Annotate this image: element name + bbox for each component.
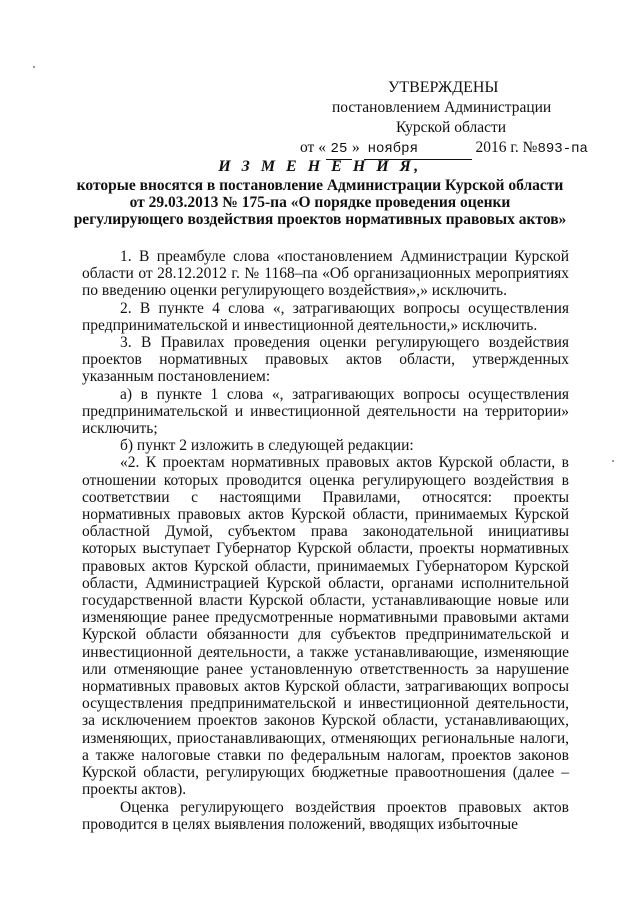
approval-by-line: постановлением Администрации (332, 99, 552, 116)
approval-heading: УТВЕРЖДЕНЫ (388, 79, 499, 96)
date-year: 2016 г. № (475, 139, 538, 156)
date-quote-close: » (351, 139, 360, 156)
title-line-1: которые вносятся в постановление Администрации Курской области (76, 177, 564, 194)
title-heading: И З М Е Н Е Н И Я, (218, 158, 422, 175)
document-title (60, 157, 580, 228)
title-line-2: от 29.03.2013 № 175-па «О порядке проведения оценки (129, 194, 511, 211)
paragraph-assessment: Оценка регулирующего воздействия проектов правовых актов проводится в целях выявления положений, вводящих избыточные (82, 798, 569, 833)
paragraph-new-clause-2: «2. К проектам нормативных правовых актов Курской области, в отношении которых проводится оценка регулирующего воздействия в соответствии с настоящими Правилами, относятся: проекты нормативных правовых актов Курской области, принимаемых Курской областной Думой, субъектом права законодательной инициативы которых выступает Губернатор Курской области, проекты нормативных правовых актов Курской области, принимаемых Губернатором Курской области, Администрацией Курской области, органами исполнительной государственной власти Курской области, устанавливающие новые или изменяющие ранее предусмотренные нормативными правовыми актами Курской области обязанности для субъектов предпринимательской и инвестиционной деятельности, а также устанавливающие, изменяющие или отменяющие ранее установленную ответственность за нарушение нормативных правовых актов Курской области, затрагивающих вопросы осуществления предпринимательской и инвестиционной деятельности, за исключением проектов законов Курской области, устанавливающих, изменяющих, приостанавливающих, отменяющих региональные налоги, а также налоговые ставки по федеральным налогам, проектов законов Курской области, регулирующих бюджетные правоотношения (далее – проекты актов). (82, 454, 569, 799)
document-body (82, 248, 569, 833)
paragraph-sub-b: б) пункт 2 изложить в следующей редакции: (120, 437, 414, 455)
paragraph-preamble: 1. В преамбуле слова «постановлением Администрации Курской области от 28.12.2012 г. № 1168–па «Об организационных мероприятиях по введению оценки регулирующего воздействия»,» исключить. (82, 248, 569, 300)
scan-speck (612, 460, 614, 462)
scan-speck (33, 66, 35, 68)
paragraph-item-2: 2. В пункте 4 слова «, затрагивающих вопросы осуществления предпринимательской и инвестиционной деятельности,» исключить. (82, 299, 569, 334)
title-line-3: регулирующего воздействия проектов нормативных правовых актов» (73, 211, 567, 228)
approval-block (300, 78, 590, 160)
paragraph-sub-a: а) в пункте 1 слова «, затрагивающих вопросы осуществления предпринимательской и инвестиционной деятельности на территории» исключить; (82, 385, 569, 438)
date-prefix: от « (300, 139, 326, 156)
date-month: ноября (364, 139, 472, 160)
decree-number: 893-па (537, 141, 588, 157)
paragraph-item-3: 3. В Правилах проведения оценки регулирующего воздействия проектов нормативных правовых актов области, утвержденных указанным постановлением: (82, 334, 569, 386)
approval-region-line: Курской области (396, 119, 507, 136)
date-day: 25 (326, 139, 352, 160)
